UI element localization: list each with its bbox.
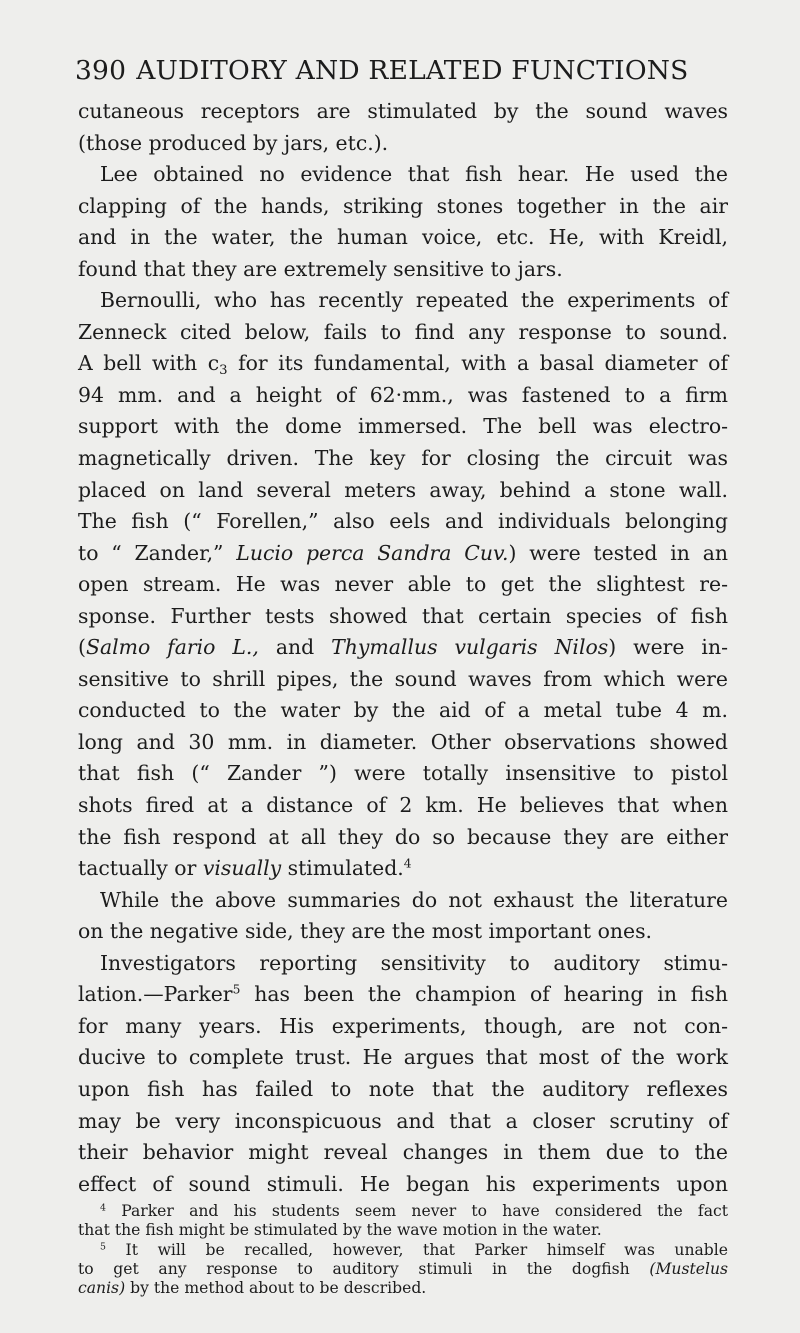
emphasis: visually [202,856,282,881]
text-line: While the above summaries do not exhaust the literature [100,887,728,912]
text-fragment: has been the champion of hearing in fish [240,982,728,1007]
text-line: sponse. Further tests showed that certain species of fish [78,603,728,628]
text-fragment: by the method about to be described. [125,1278,427,1297]
running-head [75,56,728,86]
text-fragment: It will be recalled, however, that Parker himself was unable [105,1240,728,1259]
text-line [78,853,728,885]
footnote-marker: 5 [100,1240,106,1252]
text-line [78,348,728,380]
text-line: placed on land several meters away, behind a stone wall. [78,477,728,502]
footnote-line [78,1260,728,1279]
section-heading-line: Investigators reporting sensitivity to auditory stimu- [100,950,728,975]
text-line: effect of sound stimuli. He began his experiments upon [78,1171,728,1196]
text-line: conducted to the water by the aid of a metal tube 4 m. [78,698,728,723]
text-fragment: stimulated. [281,856,404,881]
species-name: Thymallus vulgaris Nilos [331,635,609,660]
text-line: for many years. His experiments, though, are not con- [78,1013,728,1038]
text-fragment: tactually or [78,856,203,881]
text-line: the fish respond at all they do so because they are either [78,824,728,849]
footnote-line: that the fish might be stimulated by the wave motion in the water. [78,1221,602,1240]
text-fragment: Parker and his students seem never to have considered the fact [105,1202,728,1221]
species-name: Salmo fario L., [85,635,259,660]
text-line: Zenneck cited below, fails to find any response to sound. [78,319,728,344]
footnote-line [78,1202,728,1221]
footnote-line [78,1241,728,1260]
text-line: sensitive to shrill pipes, the sound waves from which were [78,666,728,691]
text-line: long and 30 mm. in diameter. Other observations showed [78,729,728,754]
text-fragment: to “ Zander,” [78,540,237,565]
text-line: Lee obtained no evidence that fish hear. He used the [100,162,728,187]
footnote-ref: 4 [403,856,412,871]
page-number: 390 [75,55,127,86]
species-name: (Mustelus [649,1259,728,1278]
footnotes [78,1202,728,1298]
text-fragment: and [258,635,332,660]
text-fragment: lation.—Parker [78,982,233,1007]
text-line [78,538,728,570]
text-line: shots fired at a distance of 2 km. He believes that when [78,793,728,818]
text-line: may be very inconspicuous and that a closer scrutiny of [78,1108,728,1133]
species-name: canis) [78,1278,126,1297]
body-text [78,96,728,1200]
text-line: upon fish has failed to note that the auditory reflexes [78,1076,728,1101]
text-fragment: to get any response to auditory stimuli in the dogfish [78,1259,650,1278]
text-line: on the negative side, they are the most important ones. [78,919,653,944]
running-title: AUDITORY AND RELATED FUNCTIONS [136,55,689,86]
book-page [75,55,729,1298]
text-line [78,632,728,664]
species-name: Lucio perca Sandra Cuv. [236,540,509,565]
text-line [78,979,728,1011]
text-line: clapping of the hands, striking stones together in the air [78,193,728,218]
text-line: The fish (“ Forellen,” also eels and individuals belonging [78,509,728,534]
text-line: support with the dome immersed. The bell was electro- [78,414,728,439]
text-line: found that they are extremely sensitive to jars. [78,256,563,281]
text-fragment: A bell with c [78,351,220,376]
text-line: that fish (“ Zander ”) were totally insensitive to pistol [78,761,728,786]
text-line: magnetically driven. The key for closing the circuit was [78,446,728,471]
text-line: open stream. He was never able to get the slightest re- [78,572,728,597]
text-line: (those produced by jars, etc.). [78,130,389,155]
text-line: cutaneous receptors are stimulated by the sound waves [78,99,728,123]
text-line: their behavior might reveal changes in them due to the [78,1140,728,1165]
text-line: ducive to complete trust. He argues that most of the work [78,1045,728,1070]
subscript: 3 [219,363,228,379]
footnote-ref: 5 [232,982,241,997]
text-line: and in the water, the human voice, etc. He, with Kreidl, [78,225,728,250]
text-fragment: ) were tested in an [508,540,729,565]
text-line: Bernoulli, who has recently repeated the experiments of [100,288,728,313]
text-fragment: ) were in- [608,635,728,660]
text-fragment: for its fundamental, with a basal diameter of [227,351,728,376]
footnote-line [78,1279,728,1298]
footnote-marker: 4 [100,1202,106,1214]
text-line: 94 mm. and a height of 62·mm., was fastened to a firm [78,382,728,407]
text-fragment: ( [78,635,86,660]
